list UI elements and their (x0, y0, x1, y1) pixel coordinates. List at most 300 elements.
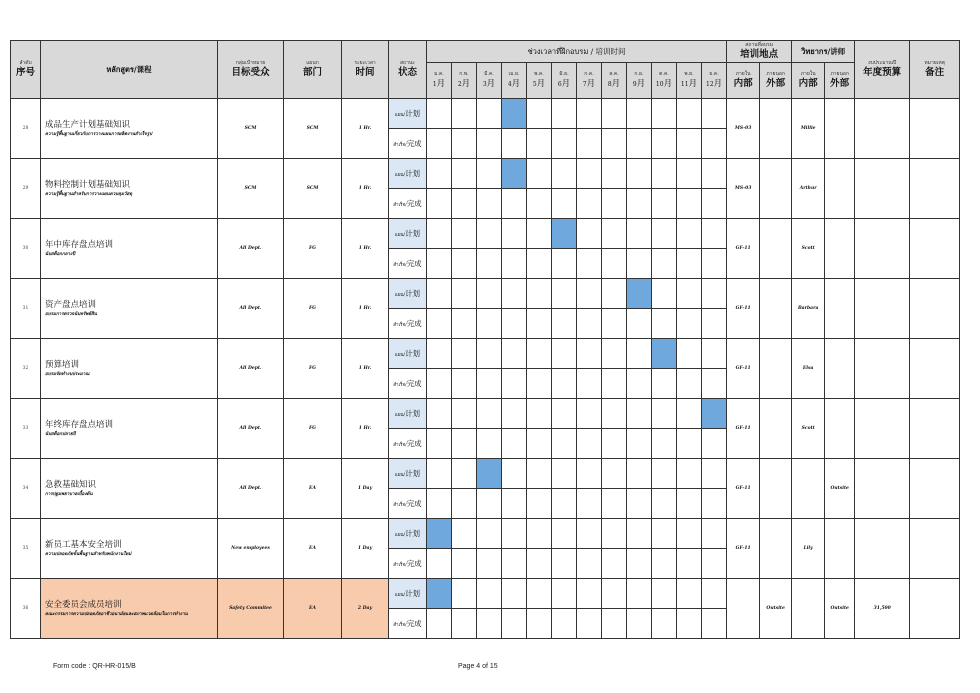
actual-month-11 (677, 489, 702, 519)
actual-month-12 (702, 489, 727, 519)
plan-month-3 (477, 399, 502, 429)
header-loc-internal: ภายใน 内部 (727, 63, 760, 99)
plan-month-7 (577, 339, 602, 369)
duration: 1 Day (342, 519, 389, 579)
actual-month-12 (702, 429, 727, 459)
actual-month-3 (477, 369, 502, 399)
remark (910, 399, 960, 459)
department: EA (284, 579, 342, 639)
trainer-external (825, 99, 855, 159)
course-name-thai: ความรู้พื้นฐานเกี่ยวกับการวางแผนการผลิตงานสำเร็จรูป (45, 131, 153, 137)
plan-month-5 (527, 459, 552, 489)
location-external (760, 159, 792, 219)
status-plan: แผน/计划 (389, 219, 427, 249)
duration: 1 Hr. (342, 219, 389, 279)
plan-month-12 (702, 159, 727, 189)
actual-month-3 (477, 129, 502, 159)
header-budget: งบประมาณปี 年度预算 (855, 41, 910, 99)
plan-month-9 (627, 159, 652, 189)
actual-month-3 (477, 189, 502, 219)
course-name-thai: นับสต็อกปลายปี (45, 431, 76, 437)
header-month-5: พ.ค. 5月 (527, 63, 552, 99)
plan-month-10 (652, 519, 677, 549)
plan-month-6 (552, 579, 577, 609)
plan-month-3 (477, 99, 502, 129)
header-month-2: ก.พ. 2月 (452, 63, 477, 99)
target-audience: All Dept. (218, 459, 284, 519)
department: EA (284, 519, 342, 579)
location-external (760, 219, 792, 279)
actual-month-3 (477, 309, 502, 339)
table-row (11, 519, 960, 549)
plan-month-6 (552, 339, 577, 369)
actual-month-2 (452, 609, 477, 639)
plan-month-6 (552, 519, 577, 549)
actual-month-7 (577, 249, 602, 279)
plan-month-2 (452, 99, 477, 129)
actual-month-12 (702, 609, 727, 639)
location-external (760, 459, 792, 519)
status-plan: แผน/计划 (389, 159, 427, 189)
actual-month-10 (652, 129, 677, 159)
form-code: Form code : QR-HR-015/B (53, 663, 136, 670)
actual-month-5 (527, 309, 552, 339)
status-plan: แผน/计划 (389, 339, 427, 369)
actual-month-10 (652, 609, 677, 639)
remark (910, 99, 960, 159)
course-cell (41, 99, 218, 159)
actual-month-7 (577, 129, 602, 159)
actual-month-2 (452, 189, 477, 219)
plan-month-8 (602, 99, 627, 129)
plan-month-8 (602, 339, 627, 369)
plan-month-11 (677, 579, 702, 609)
status-plan: แผน/计划 (389, 579, 427, 609)
plan-month-12 (702, 279, 727, 309)
trainer-internal: Millie (792, 99, 825, 159)
actual-month-5 (527, 129, 552, 159)
plan-month-7 (577, 99, 602, 129)
training-plan-table (10, 40, 960, 639)
course-name-cn: 物料控制计划基础知识 (45, 179, 131, 190)
actual-month-8 (602, 249, 627, 279)
actual-month-10 (652, 489, 677, 519)
plan-month-8 (602, 159, 627, 189)
location-internal: GF-11 (727, 519, 760, 579)
course-name-cn: 年中库存盘点培训 (45, 239, 114, 250)
row-number: 35 (11, 519, 41, 579)
header-trainer-internal: ภายใน 内部 (792, 63, 825, 99)
plan-month-4 (502, 279, 527, 309)
course-name-cn: 急救基础知识 (45, 479, 97, 490)
actual-month-8 (602, 129, 627, 159)
actual-month-5 (527, 189, 552, 219)
header-month-7: ก.ค. 7月 (577, 63, 602, 99)
actual-month-11 (677, 129, 702, 159)
plan-month-6 (552, 399, 577, 429)
plan-month-7 (577, 519, 602, 549)
trainer-external (825, 159, 855, 219)
plan-month-5 (527, 339, 552, 369)
course-cell (41, 279, 218, 339)
plan-month-11 (677, 459, 702, 489)
plan-month-9 (627, 459, 652, 489)
location-internal: GF-11 (727, 459, 760, 519)
trainer-external (825, 279, 855, 339)
target-audience: New employees (218, 519, 284, 579)
plan-month-9 (627, 279, 652, 309)
trainer-external: Outsite (825, 579, 855, 639)
plan-month-12 (702, 399, 727, 429)
department: FG (284, 399, 342, 459)
actual-month-12 (702, 249, 727, 279)
location-external (760, 399, 792, 459)
duration: 2 Day (342, 579, 389, 639)
actual-month-7 (577, 309, 602, 339)
plan-month-8 (602, 279, 627, 309)
row-number: 31 (11, 279, 41, 339)
duration: 1 Hr. (342, 99, 389, 159)
actual-month-9 (627, 249, 652, 279)
plan-month-7 (577, 159, 602, 189)
remark (910, 219, 960, 279)
location-internal: MS-03 (727, 99, 760, 159)
trainer-external (825, 339, 855, 399)
actual-month-12 (702, 369, 727, 399)
actual-month-1 (427, 489, 452, 519)
actual-month-4 (502, 489, 527, 519)
actual-month-11 (677, 549, 702, 579)
course-name-cn: 年终库存盘点培训 (45, 419, 114, 430)
header-remark: หมายเหตุ 备注 (910, 41, 960, 99)
plan-month-10 (652, 339, 677, 369)
annual-budget (855, 99, 910, 159)
actual-month-10 (652, 189, 677, 219)
trainer-external (825, 219, 855, 279)
actual-month-8 (602, 549, 627, 579)
actual-month-5 (527, 429, 552, 459)
header-target: กลุ่มเป้าหมาย 目标受众 (218, 41, 284, 99)
status-plan: แผน/计划 (389, 399, 427, 429)
plan-month-6 (552, 159, 577, 189)
actual-month-7 (577, 429, 602, 459)
actual-month-6 (552, 129, 577, 159)
plan-month-10 (652, 219, 677, 249)
plan-month-8 (602, 399, 627, 429)
actual-month-3 (477, 609, 502, 639)
plan-month-2 (452, 579, 477, 609)
plan-month-3 (477, 579, 502, 609)
actual-month-8 (602, 429, 627, 459)
annual-budget (855, 159, 910, 219)
actual-month-8 (602, 369, 627, 399)
actual-month-6 (552, 189, 577, 219)
actual-month-9 (627, 549, 652, 579)
actual-month-3 (477, 429, 502, 459)
actual-month-10 (652, 369, 677, 399)
actual-month-11 (677, 429, 702, 459)
annual-budget (855, 519, 910, 579)
actual-month-11 (677, 189, 702, 219)
actual-month-1 (427, 549, 452, 579)
location-external (760, 99, 792, 159)
course-name-thai: คณะกรรมการความปลอดภัยอาชีวอนามัยและสภาพแวดล้อมในการทำงาน (45, 611, 188, 617)
actual-month-12 (702, 309, 727, 339)
department: SCM (284, 99, 342, 159)
plan-month-4 (502, 459, 527, 489)
actual-month-2 (452, 489, 477, 519)
trainer-internal: Barbara (792, 279, 825, 339)
plan-month-12 (702, 519, 727, 549)
actual-month-12 (702, 129, 727, 159)
actual-month-12 (702, 189, 727, 219)
actual-month-8 (602, 489, 627, 519)
course-name-cn: 成品生产计划基础知识 (45, 119, 131, 130)
remark (910, 579, 960, 639)
remark (910, 519, 960, 579)
actual-month-11 (677, 309, 702, 339)
table-row (11, 579, 960, 609)
header-status: สถานะ 状态 (389, 41, 427, 99)
plan-month-4 (502, 399, 527, 429)
trainer-external: Outsite (825, 459, 855, 519)
plan-month-10 (652, 279, 677, 309)
plan-month-2 (452, 339, 477, 369)
plan-month-11 (677, 159, 702, 189)
course-cell (41, 339, 218, 399)
plan-month-7 (577, 279, 602, 309)
actual-month-6 (552, 429, 577, 459)
actual-month-6 (552, 549, 577, 579)
course-name-cn: 预算培训 (45, 359, 80, 370)
plan-month-1 (427, 579, 452, 609)
actual-month-10 (652, 429, 677, 459)
header-trainer: วิทยากร/讲师 (792, 41, 855, 63)
actual-month-1 (427, 189, 452, 219)
target-audience: SCM (218, 99, 284, 159)
department: FG (284, 339, 342, 399)
location-internal: GF-11 (727, 399, 760, 459)
trainer-internal: Elsa (792, 339, 825, 399)
plan-month-7 (577, 459, 602, 489)
trainer-external (825, 519, 855, 579)
department: EA (284, 459, 342, 519)
plan-month-9 (627, 519, 652, 549)
actual-month-1 (427, 369, 452, 399)
actual-month-8 (602, 309, 627, 339)
header-time: ระยะเวลา 时间 (342, 41, 389, 99)
actual-month-9 (627, 129, 652, 159)
header-loc-external: ภายนอก 外部 (760, 63, 792, 99)
actual-month-5 (527, 369, 552, 399)
plan-month-1 (427, 219, 452, 249)
actual-month-5 (527, 549, 552, 579)
plan-month-5 (527, 399, 552, 429)
plan-month-1 (427, 99, 452, 129)
actual-month-9 (627, 189, 652, 219)
actual-month-10 (652, 309, 677, 339)
status-done: สำเร็จ/完成 (389, 489, 427, 519)
row-number: 34 (11, 459, 41, 519)
header-month-4: เม.ย. 4月 (502, 63, 527, 99)
plan-month-3 (477, 519, 502, 549)
actual-month-9 (627, 369, 652, 399)
actual-month-6 (552, 609, 577, 639)
table-row (11, 99, 960, 129)
actual-month-1 (427, 309, 452, 339)
page-number: Page 4 of 15 (458, 663, 498, 670)
trainer-internal: Scott (792, 399, 825, 459)
table-body (11, 99, 960, 639)
location-internal: GF-11 (727, 339, 760, 399)
row-number: 32 (11, 339, 41, 399)
course-cell (41, 159, 218, 219)
annual-budget (855, 459, 910, 519)
actual-month-7 (577, 489, 602, 519)
actual-month-2 (452, 249, 477, 279)
location-external: Outsite (760, 579, 792, 639)
table-row (11, 399, 960, 429)
plan-month-12 (702, 579, 727, 609)
plan-month-3 (477, 159, 502, 189)
header-month-8: ส.ค. 8月 (602, 63, 627, 99)
plan-month-12 (702, 459, 727, 489)
plan-month-4 (502, 159, 527, 189)
plan-month-5 (527, 219, 552, 249)
course-name-thai: การปฐมพยาบาลเบื้องต้น (45, 491, 93, 497)
plan-month-9 (627, 219, 652, 249)
target-audience: All Dept. (218, 219, 284, 279)
plan-month-6 (552, 279, 577, 309)
header-period: ช่วงเวลาที่ฝึกอบรม / 培训时间 (427, 41, 727, 63)
annual-budget (855, 399, 910, 459)
header-location: สถานที่อบรม 培训地点 (727, 41, 792, 63)
location-internal: MS-03 (727, 159, 760, 219)
actual-month-7 (577, 369, 602, 399)
actual-month-11 (677, 609, 702, 639)
target-audience: SCM (218, 159, 284, 219)
header-month-6: มิ.ย. 6月 (552, 63, 577, 99)
remark (910, 459, 960, 519)
status-plan: แผน/计划 (389, 519, 427, 549)
duration: 1 Day (342, 459, 389, 519)
header-month-12: ธ.ค. 12月 (702, 63, 727, 99)
plan-month-8 (602, 219, 627, 249)
plan-month-1 (427, 339, 452, 369)
plan-month-1 (427, 159, 452, 189)
status-done: สำเร็จ/完成 (389, 249, 427, 279)
status-done: สำเร็จ/完成 (389, 549, 427, 579)
actual-month-4 (502, 189, 527, 219)
trainer-external (825, 399, 855, 459)
annual-budget (855, 339, 910, 399)
plan-month-12 (702, 219, 727, 249)
actual-month-8 (602, 189, 627, 219)
actual-month-4 (502, 369, 527, 399)
plan-month-7 (577, 579, 602, 609)
plan-month-4 (502, 99, 527, 129)
plan-month-2 (452, 459, 477, 489)
course-name-thai: อบรมการตรวจนับทรัพย์สิน (45, 311, 97, 317)
plan-month-5 (527, 159, 552, 189)
plan-month-2 (452, 159, 477, 189)
header-month-10: ต.ค. 10月 (652, 63, 677, 99)
plan-month-8 (602, 519, 627, 549)
status-done: สำเร็จ/完成 (389, 309, 427, 339)
course-name-thai: ความปลอดภัยขั้นพื้นฐานสำหรับพนักงานใหม่ (45, 551, 132, 557)
plan-month-1 (427, 279, 452, 309)
plan-month-12 (702, 339, 727, 369)
row-number: 28 (11, 99, 41, 159)
course-name-cn: 新员工基本安全培训 (45, 539, 122, 550)
actual-month-10 (652, 249, 677, 279)
actual-month-5 (527, 489, 552, 519)
actual-month-5 (527, 609, 552, 639)
plan-month-6 (552, 459, 577, 489)
plan-month-11 (677, 519, 702, 549)
status-done: สำเร็จ/完成 (389, 129, 427, 159)
plan-month-3 (477, 219, 502, 249)
actual-month-9 (627, 489, 652, 519)
plan-month-10 (652, 399, 677, 429)
course-name-thai: นับสต็อกกลางปี (45, 251, 76, 257)
course-cell (41, 219, 218, 279)
annual-budget (855, 279, 910, 339)
plan-month-10 (652, 579, 677, 609)
status-done: สำเร็จ/完成 (389, 369, 427, 399)
plan-month-9 (627, 339, 652, 369)
actual-month-4 (502, 549, 527, 579)
table-header (11, 41, 960, 99)
plan-month-4 (502, 579, 527, 609)
plan-month-3 (477, 279, 502, 309)
actual-month-1 (427, 609, 452, 639)
actual-month-6 (552, 369, 577, 399)
location-external (760, 339, 792, 399)
plan-month-10 (652, 159, 677, 189)
plan-month-6 (552, 99, 577, 129)
course-cell (41, 399, 218, 459)
actual-month-12 (702, 549, 727, 579)
plan-month-6 (552, 219, 577, 249)
plan-month-4 (502, 219, 527, 249)
plan-month-2 (452, 279, 477, 309)
duration: 1 Hr. (342, 339, 389, 399)
actual-month-6 (552, 489, 577, 519)
department: FG (284, 219, 342, 279)
table-row (11, 459, 960, 489)
trainer-internal: Scott (792, 219, 825, 279)
actual-month-11 (677, 249, 702, 279)
table-row (11, 279, 960, 309)
actual-month-3 (477, 489, 502, 519)
target-audience: All Dept. (218, 399, 284, 459)
row-number: 36 (11, 579, 41, 639)
target-audience: All Dept. (218, 279, 284, 339)
course-name-thai: อบรมจัดทำงบประมาณ (45, 371, 90, 377)
plan-month-9 (627, 99, 652, 129)
trainer-internal (792, 579, 825, 639)
plan-month-11 (677, 339, 702, 369)
header-month-9: ก.ย. 9月 (627, 63, 652, 99)
status-plan: แผน/计划 (389, 99, 427, 129)
plan-month-2 (452, 219, 477, 249)
actual-month-7 (577, 189, 602, 219)
header-no: ลำดับ 序号 (11, 41, 41, 99)
plan-month-10 (652, 459, 677, 489)
actual-month-4 (502, 309, 527, 339)
row-number: 33 (11, 399, 41, 459)
